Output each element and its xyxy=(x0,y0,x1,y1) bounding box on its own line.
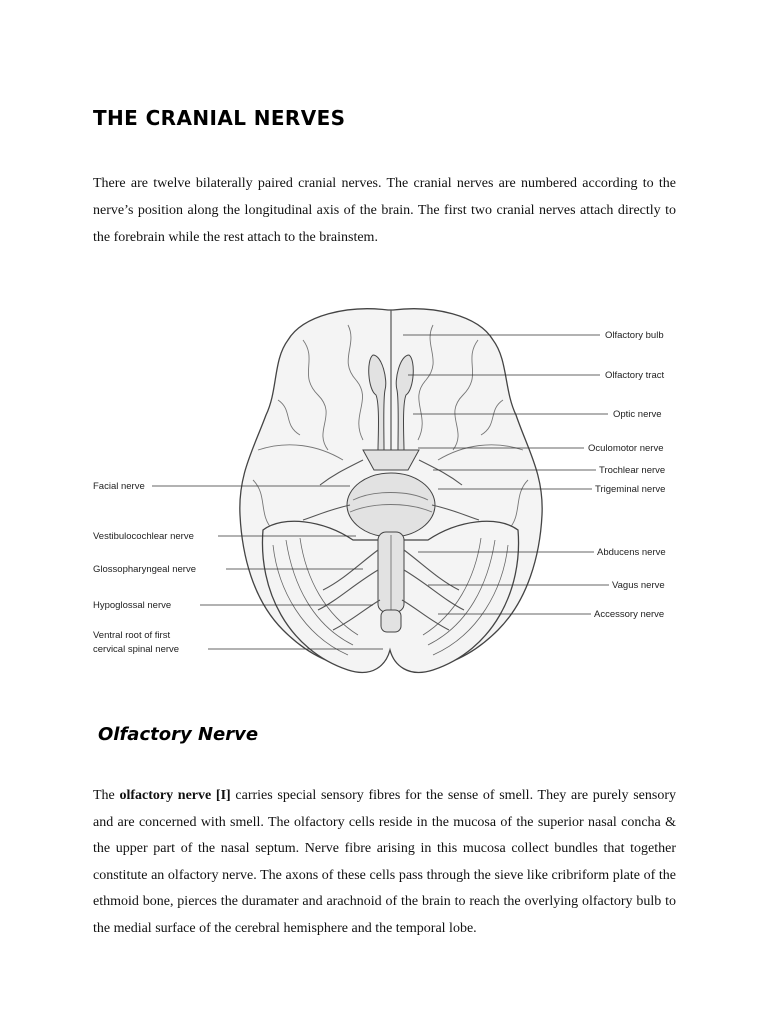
label-trigeminal-nerve: Trigeminal nerve xyxy=(595,484,666,495)
label-trochlear-nerve: Trochlear nerve xyxy=(599,465,666,476)
label-facial-nerve: Facial nerve xyxy=(93,481,145,492)
label-oculomotor-nerve: Oculomotor nerve xyxy=(588,443,664,454)
label-accessory-nerve: Accessory nerve xyxy=(594,609,665,620)
label-abducens-nerve: Abducens nerve xyxy=(597,547,666,558)
label-vestibulocochlear-nerve: Vestibulocochlear nerve xyxy=(93,531,194,542)
olfactory-paragraph xyxy=(93,783,676,943)
label-ventral-root-line1: Ventral root of first xyxy=(93,630,171,641)
label-olfactory-tract: Olfactory tract xyxy=(605,370,665,381)
right-labels xyxy=(588,330,666,620)
brain-diagram xyxy=(88,300,678,690)
left-labels xyxy=(93,481,196,655)
label-olfactory-bulb: Olfactory bulb xyxy=(605,330,664,341)
label-optic-nerve: Optic nerve xyxy=(613,409,662,420)
label-vagus-nerve: Vagus nerve xyxy=(612,580,665,591)
label-hypoglossal-nerve: Hypoglossal nerve xyxy=(93,600,172,611)
paragraph-lead: The xyxy=(93,788,120,803)
label-glossopharyngeal-nerve: Glossopharyngeal nerve xyxy=(93,564,196,575)
bold-term: olfactory nerve [I] xyxy=(119,788,231,803)
section-heading-olfactory: Olfactory Nerve xyxy=(98,724,259,745)
label-ventral-root-line2: cervical spinal nerve xyxy=(93,644,180,655)
brain-illustration xyxy=(88,300,678,690)
paragraph-text: carries special sensory fibres for the sense of smell. They are purely sensory and are concerned with smell. The olfactory cells reside in the mucosa of the superior nasal concha & the upper part of the nasal septum. Nerve fibre arising in this mucosa collect bundles that together constitute an olfactory nerve. The axons of these cells pass through the sieve like cribriform plate of the ethmoid bone, pierces the duramater and arachnoid of the brain to reach the overlying olfactory bulb to the medial surface of the cerebral hemisphere and the temporal lobe. xyxy=(93,788,677,936)
intro-paragraph: There are twelve bilaterally paired cranial nerves. The cranial nerves are numbered according to the nerve’s position along the longitudinal axis of the brain. The first two cranial nerves attach directly to the forebrain while the rest attach to the brainstem. xyxy=(93,176,676,245)
page-title: THE CRANIAL NERVES xyxy=(93,106,346,130)
